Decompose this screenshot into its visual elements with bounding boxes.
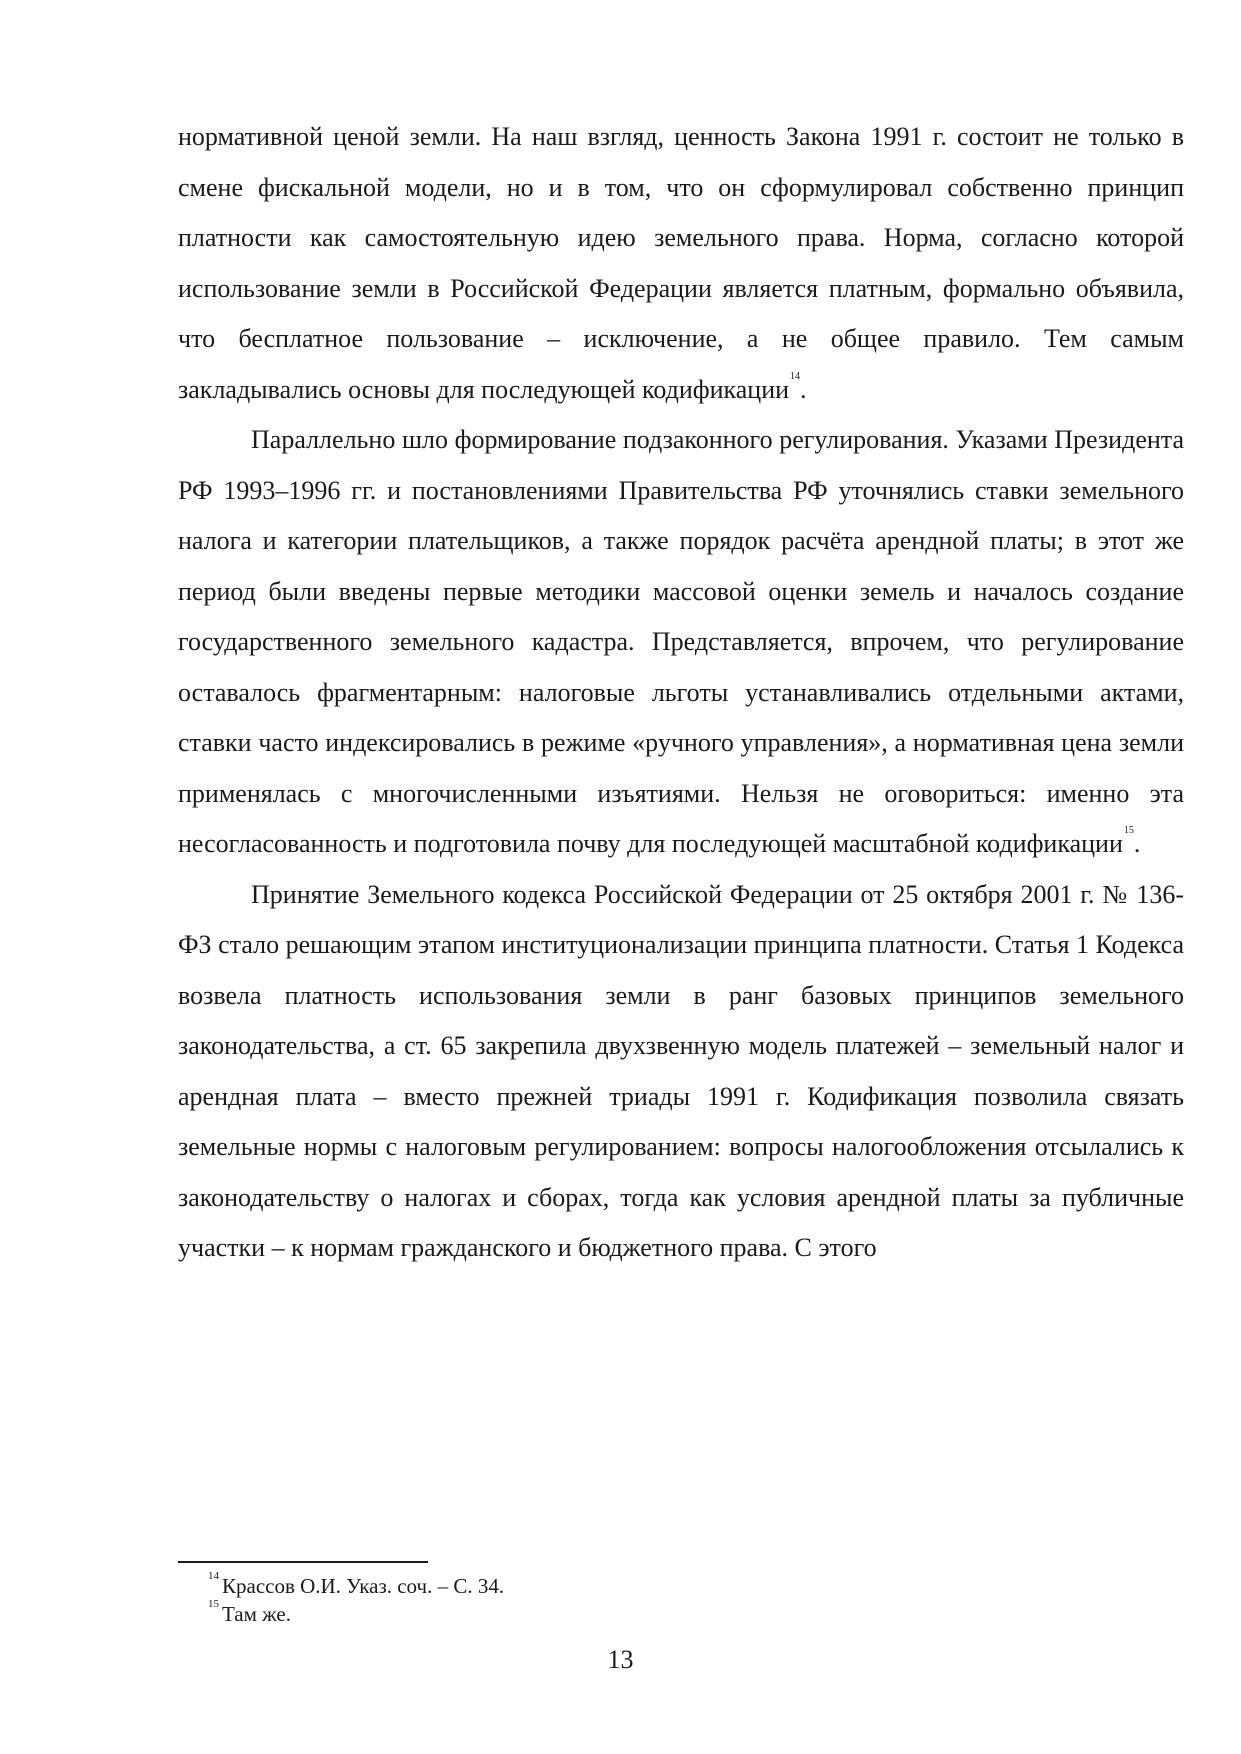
footnote-15 xyxy=(208,1600,1184,1628)
footnote-number: 15 xyxy=(208,1598,219,1610)
footnote-ref-14[interactable]: 14 xyxy=(790,370,801,382)
page-number: 13 xyxy=(607,1645,634,1674)
footnote-14 xyxy=(208,1572,1184,1600)
footnote-text: Там же. xyxy=(222,1602,291,1626)
footnote-separator xyxy=(178,1561,428,1563)
body-text xyxy=(178,112,1184,1274)
footnote-text: Крассов О.И. Указ. соч. – С. 34. xyxy=(222,1574,505,1598)
paragraph-3 xyxy=(178,870,1184,1274)
paragraph-1-text: нормативной ценой земли. На наш взгляд, ценность Закона 1991 г. состоит не только в смене фискальной модели, но и в том, что он сформулировал собственно принцип платности как самостоятельную идею земельного права. Норма, согласно которой использование земли в Российской Федерации является платным, формально объявила, что бесплатное пользование – исключение, а не общее правило. Тем самым закладывались основы для последующей кодификации xyxy=(178,122,1184,404)
paragraph-2-end: . xyxy=(1133,829,1141,858)
footnote-number: 14 xyxy=(208,1570,219,1582)
footnotes xyxy=(208,1572,1184,1628)
paragraph-1 xyxy=(178,112,1184,415)
paragraph-2-text: Параллельно шло формирование подзаконного регулирования. Указами Президента РФ 1993–1996 гг. и постановлениями Правительства РФ уточнялись ставки земельного налога и категории плательщиков, а также порядок расчёта арендной платы; в этот же период были введены первые методики массовой оценки земель и началось создание государственного земельного кадастра. Представляется, впрочем, что регулирование оставалось фрагментарным: налоговые льготы устанавливались отдельными актами, ставки часто индексировались в режиме «ручного управления», а нормативная цена земли применялась с многочисленными изъятиями. Нельзя не оговориться: именно эта несогласованность и подготовила почву для последующей масштабной кодификации xyxy=(178,425,1184,858)
paragraph-1-end: . xyxy=(800,374,807,404)
paragraph-2 xyxy=(178,415,1184,870)
paragraph-3-text: Принятие Земельного кодекса Российской Федерации от 25 октября 2001 г. № 136-ФЗ стало решающим этапом институционализации принципа платности. Статья 1 Кодекса возвела платность использования земли в ранг базовых принципов земельного законодательства, а ст. 65 закрепила двухзвенную модель платежей – земельный налог и арендная плата – вместо прежней триады 1991 г. Кодификация позволила связать земельные нормы с налоговым регулированием: вопросы налогообложения отсылались к законодательству о налогах и сборах, тогда как условия арендной платы за публичные участки – к нормам гражданского и бюджетного права. С этого xyxy=(178,879,1184,1262)
footnote-ref-15[interactable]: 15 xyxy=(1123,825,1134,836)
